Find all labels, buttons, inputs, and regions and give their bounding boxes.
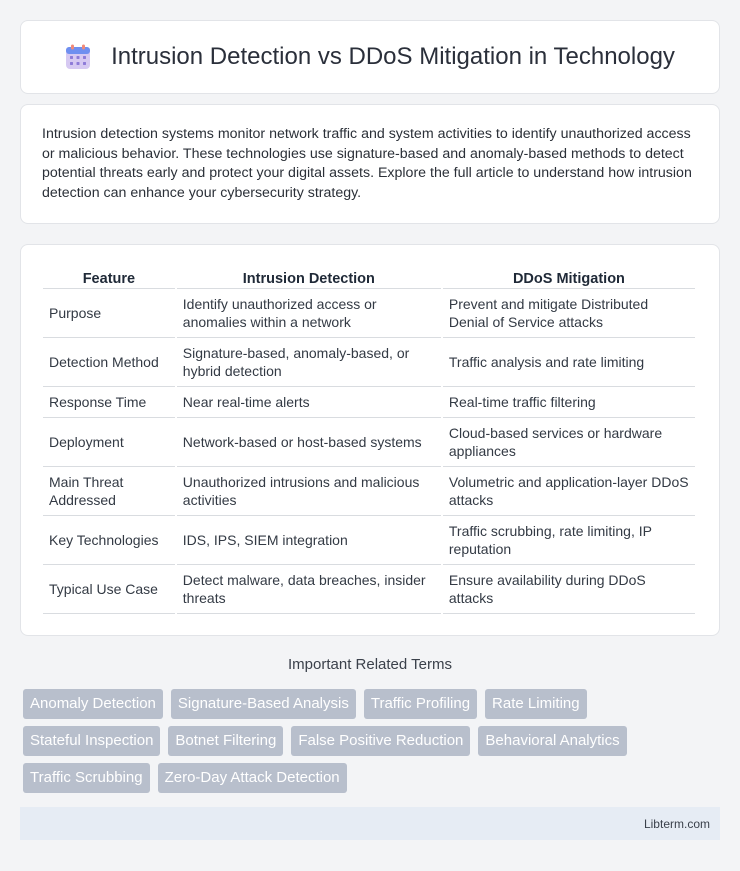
header-feature: Feature	[43, 265, 175, 289]
intro-card	[20, 104, 720, 224]
feature-cell: Response Time	[43, 387, 175, 418]
intrusion-cell: IDS, IPS, SIEM integration	[177, 516, 441, 565]
related-term-tag[interactable]: Botnet Filtering	[168, 726, 283, 756]
footer	[20, 807, 720, 840]
feature-cell: Key Technologies	[43, 516, 175, 565]
header	[65, 43, 675, 71]
header-intrusion-detection: Intrusion Detection	[177, 265, 441, 289]
intrusion-cell: Detect malware, data breaches, insider threats	[177, 565, 441, 614]
related-term-tag[interactable]: Traffic Profiling	[364, 689, 477, 719]
feature-cell: Purpose	[43, 289, 175, 338]
comparison-table	[41, 265, 697, 614]
ddos-cell: Real-time traffic filtering	[443, 387, 695, 418]
related-term-tag[interactable]: Anomaly Detection	[23, 689, 163, 719]
table-row	[43, 516, 695, 565]
table-row	[43, 289, 695, 338]
related-term-tag[interactable]: Traffic Scrubbing	[23, 763, 150, 793]
footer-site-link[interactable]: Libterm.com	[643, 816, 710, 831]
feature-cell: Main Threat Addressed	[43, 467, 175, 516]
intrusion-cell: Unauthorized intrusions and malicious activities	[177, 467, 441, 516]
ddos-cell: Cloud-based services or hardware appliances	[443, 418, 695, 467]
table-row	[43, 565, 695, 614]
intrusion-cell: Signature-based, anomaly-based, or hybrid detection	[177, 338, 441, 387]
related-term-tag[interactable]: Stateful Inspection	[23, 726, 160, 756]
ddos-cell: Prevent and mitigate Distributed Denial of Service attacks	[443, 289, 695, 338]
feature-cell: Typical Use Case	[43, 565, 175, 614]
page-title: Intrusion Detection vs DDoS Mitigation in Technology	[111, 43, 675, 70]
ddos-cell: Traffic analysis and rate limiting	[443, 338, 695, 387]
table-row	[43, 338, 695, 387]
header-card	[20, 20, 720, 94]
ddos-cell: Volumetric and application-layer DDoS attacks	[443, 467, 695, 516]
intro-paragraph: Intrusion detection systems monitor network traffic and system activities to identify unauthorized access or malicious behavior. These technologies use signature-based and anomaly-based methods to detect potential threats early and protect your digital assets. Explore the full article to understand how intrusion detection can enhance your cybersecurity strategy.	[42, 126, 692, 201]
table-row	[43, 467, 695, 516]
feature-cell: Deployment	[43, 418, 175, 467]
intrusion-cell: Near real-time alerts	[177, 387, 441, 418]
table-header-row	[43, 265, 695, 289]
related-terms-title: Important Related Terms	[288, 656, 452, 673]
header-ddos-mitigation: DDoS Mitigation	[443, 265, 695, 289]
related-terms-list	[23, 689, 723, 793]
comparison-card	[20, 244, 720, 636]
related-term-tag[interactable]: Rate Limiting	[485, 689, 587, 719]
intrusion-cell: Network-based or host-based systems	[177, 418, 441, 467]
ddos-cell: Ensure availability during DDoS attacks	[443, 565, 695, 614]
related-term-tag[interactable]: False Positive Reduction	[291, 726, 470, 756]
ddos-cell: Traffic scrubbing, rate limiting, IP reputation	[443, 516, 695, 565]
table-row	[43, 418, 695, 467]
related-term-tag[interactable]: Signature-Based Analysis	[171, 689, 356, 719]
intrusion-cell: Identify unauthorized access or anomalies within a network	[177, 289, 441, 338]
related-term-tag[interactable]: Behavioral Analytics	[478, 726, 626, 756]
table-row	[43, 387, 695, 418]
calendar-grid-icon	[65, 44, 91, 70]
feature-cell: Detection Method	[43, 338, 175, 387]
related-term-tag[interactable]: Zero-Day Attack Detection	[158, 763, 347, 793]
